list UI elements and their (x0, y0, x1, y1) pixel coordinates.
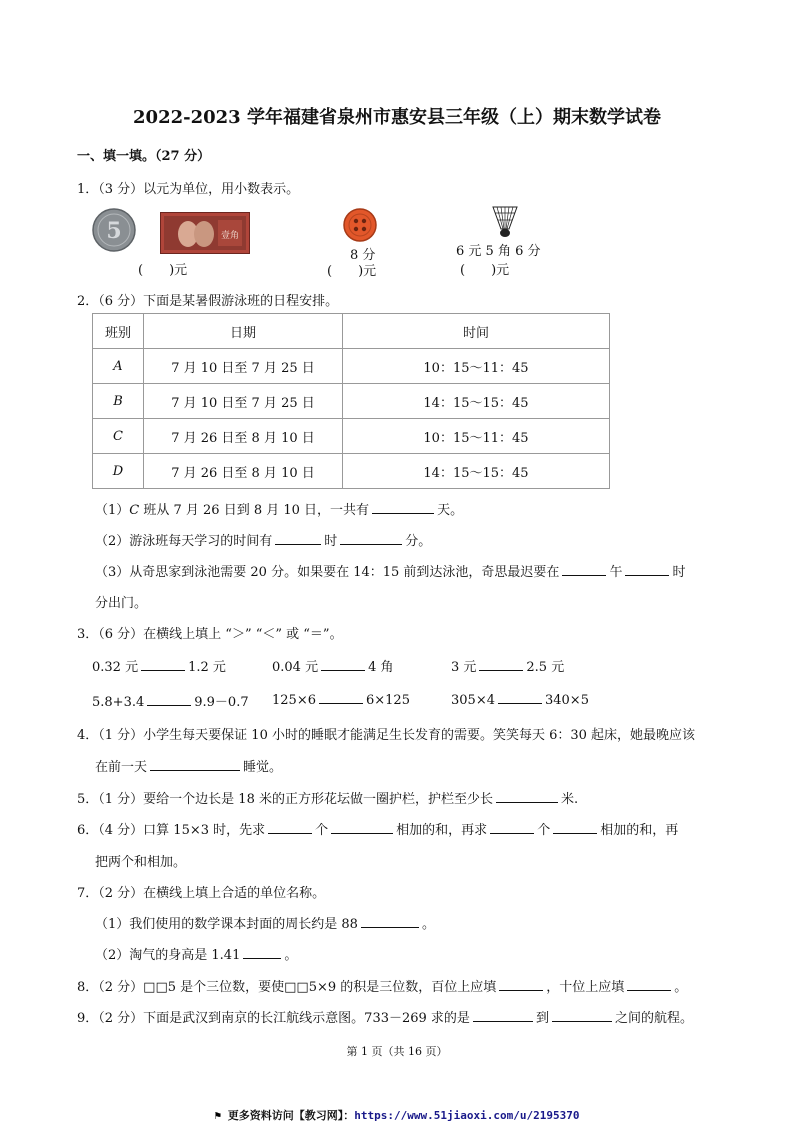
answer-blank[interactable] (553, 821, 597, 834)
question-7-stem: 7．（2 分）在横线上填上合适的单位名称。 (77, 886, 326, 901)
promo-text: 更多资料访问【教习网】： (221, 1109, 355, 1122)
answer-blank[interactable] (490, 821, 534, 834)
q6-d: 相加的和，再 (600, 823, 679, 838)
q2-2-mid: 时 (324, 534, 338, 549)
q8-mid: ，十位上应填 (546, 980, 625, 995)
answer-blank[interactable] (498, 691, 542, 704)
compare-item (451, 656, 564, 675)
q7-1-end: 。 (421, 917, 435, 932)
q2-3-end: 时 (672, 565, 686, 580)
q2-2-unit: 分。 (405, 534, 432, 549)
question-7-part-1 (95, 913, 435, 932)
q2-1-prefix: （1） (95, 503, 130, 518)
compare-item (272, 656, 393, 675)
q9-mid: 到 (535, 1011, 549, 1026)
table-row (93, 454, 610, 489)
promo-link[interactable]: https://www.51jiaoxi.com/u/2195370 (354, 1109, 580, 1122)
question-6-line2: 把两个和相加。 (95, 855, 187, 870)
table-cell: 10：15～11：45 (343, 349, 610, 384)
q7-2-text: （2）淘气的身高是 1.41 (95, 948, 241, 963)
compare-item (92, 656, 226, 675)
compare-right: 340×5 (544, 693, 589, 708)
page-title: 2022-2023 学年福建省泉州市惠安县三年级（上）期末数学试卷 (133, 107, 661, 128)
answer-blank[interactable] (627, 978, 671, 991)
compare-left: 125×6 (272, 693, 316, 708)
table-header-cell: 时间 (343, 314, 610, 349)
coin-image (92, 208, 136, 256)
question-1-stem: 1．（3 分）以元为单位，用小数表示。 (77, 182, 300, 197)
answer-blank[interactable] (625, 563, 669, 576)
q8-pre: 8．（2 分）□□5 是个三位数，要使□□5×9 的积是三位数，百位上应填 (77, 980, 497, 995)
table-cell: 10：15～11：45 (343, 419, 610, 454)
question-5 (77, 788, 578, 807)
banknote-image (160, 212, 250, 258)
question-2-stem: 2．（6 分）下面是某暑假游泳班的日程安排。 (77, 294, 339, 309)
compare-item (92, 691, 249, 710)
table-header-row (93, 314, 610, 349)
q6-a: 个 (315, 823, 329, 838)
answer-blank[interactable] (496, 790, 558, 803)
question-2-part-1 (95, 499, 463, 518)
q2-1-text: 班从 7 月 26 日到 8 月 10 日，一共有 (139, 503, 370, 518)
question-7-part-2 (95, 944, 297, 963)
answer-blank[interactable] (150, 758, 240, 771)
answer-blank[interactable] (552, 1009, 612, 1022)
answer-blank[interactable] (243, 946, 281, 959)
page-number: 第 1 页（共 16 页） (346, 1045, 448, 1058)
compare-left: 305×4 (451, 693, 495, 708)
banknote-text: 壹角 (220, 231, 240, 241)
answer-blank[interactable] (319, 691, 363, 704)
question-3-stem: 3．（6 分）在横线上填上 “＞” “＜” 或 “＝”。 (77, 627, 343, 642)
section-heading-1: 一、填一填。（27 分） (77, 149, 211, 164)
q4-pre: 在前一天 (95, 760, 148, 775)
table-cell: A (93, 349, 144, 384)
q2-2-text: （2）游泳班每天学习的时间有 (95, 534, 273, 549)
answer-blank[interactable] (479, 658, 523, 671)
compare-right: 9.9－0.7 (194, 695, 249, 710)
compare-item (272, 691, 410, 708)
answer-blank[interactable] (147, 693, 191, 706)
question-9 (77, 1007, 693, 1026)
answer-blank[interactable] (473, 1009, 533, 1022)
compare-right: 6×125 (365, 693, 410, 708)
table-row (93, 349, 610, 384)
q7-1-text: （1）我们使用的数学课本封面的周长约是 88 (95, 917, 358, 932)
table-cell: D (93, 454, 144, 489)
question-8 (77, 976, 687, 995)
compare-left: 5.8+3.4 (92, 695, 145, 710)
answer-blank-1c: ( )元 (460, 263, 510, 278)
q9-pre: 9．（2 分）下面是武汉到南京的长江航线示意图。733－269 求的是 (77, 1011, 470, 1026)
button-image (343, 208, 377, 246)
compare-left: 0.32 元 (92, 660, 139, 675)
answer-blank[interactable] (499, 978, 543, 991)
table-header-cell: 班别 (93, 314, 144, 349)
question-4-line1: 4．（1 分）小学生每天要保证 10 小时的睡眠才能满足生长发育的需要。笑笑每天 6：30 起床，她最晚应该 (77, 728, 696, 743)
answer-blank[interactable] (562, 563, 606, 576)
q2-1-unit: 天。 (437, 503, 464, 518)
coin-value: 5 (106, 218, 122, 244)
question-4-line2 (95, 756, 282, 775)
q8-end: 。 (674, 980, 688, 995)
table-cell: B (93, 384, 144, 419)
answer-blank[interactable] (321, 658, 365, 671)
answer-blank[interactable] (141, 658, 185, 671)
q6-pre: 6．（4 分）口算 15×3 时，先求 (77, 823, 266, 838)
q6-c: 个 (537, 823, 551, 838)
answer-blank[interactable] (340, 532, 402, 545)
q7-2-end: 。 (284, 948, 298, 963)
q2-1-class: C (129, 503, 140, 518)
question-2-part-3-line2: 分出门。 (95, 596, 148, 611)
table-cell: 7 月 10 日至 7 月 25 日 (144, 384, 343, 419)
promo-banner (0, 1107, 794, 1123)
button-price: 8 分 (350, 248, 376, 263)
q5-post: 米. (560, 792, 579, 807)
table-cell: C (93, 419, 144, 454)
question-2-part-3 (95, 561, 685, 580)
table-cell: 7 月 10 日至 7 月 25 日 (144, 349, 343, 384)
compare-left: 3 元 (451, 660, 477, 675)
q6-b: 相加的和，再求 (396, 823, 488, 838)
table-row (93, 419, 610, 454)
question-6-line1 (77, 819, 678, 838)
q5-pre: 5．（1 分）要给一个边长是 18 米的正方形花坛做一圈护栏，护栏至少长 (77, 792, 493, 807)
schedule-table (92, 313, 610, 489)
q9-end: 之间的航程。 (614, 1011, 693, 1026)
compare-right: 1.2 元 (188, 660, 226, 675)
answer-blank[interactable] (331, 821, 393, 834)
answer-blank[interactable] (361, 915, 419, 928)
answer-blank[interactable] (372, 501, 434, 514)
table-cell: 14：15～15：45 (343, 384, 610, 419)
answer-blank[interactable] (275, 532, 321, 545)
compare-right: 2.5 元 (526, 660, 565, 675)
shuttlecock-price: 6 元 5 角 6 分 (456, 244, 541, 259)
shuttlecock-image (487, 203, 523, 243)
q2-3-mid: 午 (609, 565, 623, 580)
table-row (93, 384, 610, 419)
compare-right: 4 角 (368, 660, 394, 675)
answer-blank-1b: ( )元 (327, 264, 377, 279)
flag-icon: ⚑ (214, 1109, 222, 1122)
q4-post: 睡觉。 (243, 760, 283, 775)
table-cell: 14：15～15：45 (343, 454, 610, 489)
compare-item (451, 691, 589, 708)
table-header-cell: 日期 (144, 314, 343, 349)
answer-blank-1a: ( )元 (138, 263, 188, 278)
answer-blank[interactable] (268, 821, 312, 834)
q2-3-text: （3）从奇思家到泳池需要 20 分。如果要在 14：15 前到达泳池，奇思最迟要在 (95, 565, 560, 580)
table-cell: 7 月 26 日至 8 月 10 日 (144, 419, 343, 454)
table-cell: 7 月 26 日至 8 月 10 日 (144, 454, 343, 489)
question-2-part-2 (95, 530, 431, 549)
compare-left: 0.04 元 (272, 660, 319, 675)
